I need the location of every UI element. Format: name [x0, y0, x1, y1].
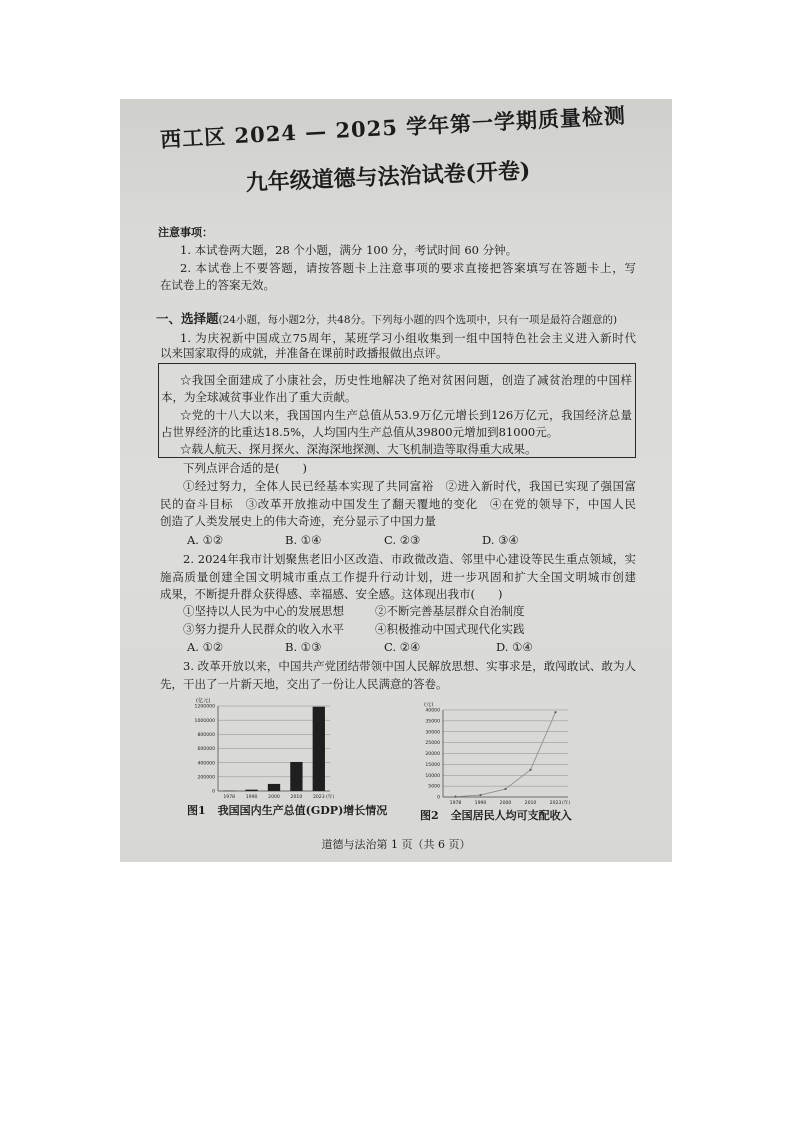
exam-title-line2: 九年级道德与法治试卷(开卷) — [245, 157, 531, 197]
q2-option-a: A. ①② — [187, 640, 224, 654]
section-label: 一、选择题 — [156, 311, 219, 326]
q1-statement-line: 创造了人类发展史上的伟大奇迹，充分显示了中国力量 — [160, 514, 436, 528]
q2-statement-1: ①坚持以人民为中心的发展思想 — [183, 604, 344, 618]
x-tick-label: 1978 — [223, 795, 236, 800]
y-tick-label: 200000 — [197, 775, 215, 781]
line-point-1990 — [479, 794, 481, 796]
x-tick-label: 2010 — [524, 801, 537, 806]
q1-material-line: 本，为全球减贫事业作出了重大贡献。 — [161, 390, 357, 404]
bar-2000 — [268, 784, 280, 791]
q3-stem-line: 3. 改革开放以来，中国共产党团结带领中国人民解放思想、实事求是，敢闯敢试、敢为人 — [183, 659, 636, 673]
q1-material-line: ☆我国全面建成了小康社会，历史性地解决了绝对贫困问题，创造了减贫治理的中国样 — [180, 373, 632, 387]
q1-material-line: ☆载人航天、探月探火、深海深地探测、大飞机制造等取得重大成果。 — [180, 442, 537, 456]
q1-option-a: A. ①② — [187, 533, 224, 547]
line-point-1978 — [454, 796, 456, 798]
q2-statement-4: ④积极推动中国式现代化实践 — [375, 622, 525, 636]
line-point-2023 — [554, 711, 556, 713]
line-point-2000 — [504, 788, 506, 790]
y-tick-label: 15000 — [425, 762, 440, 768]
q2-statement-2: ②不断完善基层群众自治制度 — [375, 604, 525, 618]
q1-material-box — [158, 363, 636, 458]
bar-1990 — [245, 790, 257, 791]
y-tick-label: 25000 — [425, 741, 440, 747]
q1-prompt: 下列点评合适的是( ) — [183, 461, 307, 475]
y-tick-label: 20000 — [425, 752, 440, 758]
q1-option-d: D. ③④ — [482, 533, 519, 547]
y-tick-label: 0 — [212, 789, 215, 795]
y-tick-label: 0 — [437, 795, 440, 801]
section-description: (24小题，每小题2分，共48分。下列每小题的四个选项中，只有一项是最符合题意的) — [218, 314, 618, 326]
y-tick-label: 1200000 — [194, 704, 215, 710]
y-tick-label: 1000000 — [194, 718, 215, 724]
chart1-y-axis-label: (亿元) — [196, 698, 211, 704]
x-tick-label: 2000 — [268, 795, 280, 800]
notes-line: 2. 本试卷上不要答题，请按答题卡上注意事项的要求直接把答案填写在答题卡上，写 — [180, 261, 636, 275]
q3-stem-line: 先，干出了一片新天地，交出了一份让人民满意的答卷。 — [160, 677, 448, 691]
x-tick-label: 2000 — [499, 801, 512, 806]
figure2-caption — [420, 808, 572, 824]
q2-stem-line: 成果，不断提升群众获得感、幸福感、安全感。这体现出我市( ) — [160, 587, 503, 601]
q1-stem-line: 1. 为庆祝新中国成立75周年，某班学习小组收集到一组中国特色社会主义进入新时代 — [180, 331, 636, 345]
chart2-y-axis-label: (元) — [424, 702, 434, 708]
bar-2010 — [290, 762, 302, 791]
x-tick-label: 1990 — [245, 795, 258, 800]
series-line — [456, 712, 556, 796]
q2-stem-line: 施高质量创建全国文明城市重点工作提升行动计划，进一步巩固和扩大全国文明城市创建 — [160, 570, 636, 584]
q1-option-c: C. ②③ — [384, 533, 421, 547]
x-tick-label: 1990 — [474, 801, 487, 806]
y-tick-label: 35000 — [425, 719, 440, 725]
q1-material-line: 占世界经济的比重达18.5%，人均国内生产总值从39800元增加到81000元。 — [161, 425, 559, 439]
x-tick-label: 2023 — [549, 801, 562, 806]
line-point-2010 — [529, 769, 531, 771]
figure2-title: 全国居民人均可支配收入 — [450, 809, 572, 822]
exam-page — [120, 99, 672, 862]
income-line-chart — [415, 700, 577, 806]
notes-heading: 注意事项： — [158, 226, 213, 239]
q1-material-line: ☆党的十八大以来，我国国内生产总值从53.9万亿元增长到126万亿元，我国经济总量 — [180, 408, 632, 422]
page-footer: 道德与法治第 1 页（共 6 页） — [321, 838, 471, 851]
y-tick-label: 5000 — [428, 784, 440, 790]
figure1-caption — [187, 803, 387, 819]
exam-title-line1: 西工区 2024 — 2025 学年第一学期质量检测 — [159, 102, 627, 153]
q2-statement-3: ③努力提升人民群众的收入水平 — [183, 622, 344, 636]
q2-stem-line: 2. 2024年我市计划聚焦老旧小区改造、市政微改造、邻里中心建设等民生重点领域，实 — [183, 552, 636, 566]
q1-statement-line: 民的奋斗目标 ③改革开放推动中国发生了翻天覆地的变化 ④在党的领导下，中国人民 — [160, 497, 636, 511]
bar-2023 — [313, 707, 325, 791]
q1-stem-line: 以来国家取得的成就，并准备在课前时政播报做出点评。 — [160, 346, 448, 360]
q2-option-d: D. ①④ — [496, 640, 533, 654]
section-heading — [156, 311, 617, 327]
figure1-title: 我国国内生产总值(GDP)增长情况 — [217, 804, 388, 817]
q2-option-c: C. ②④ — [384, 640, 421, 654]
figure1-number: 图1 — [187, 804, 206, 817]
y-tick-label: 40000 — [425, 708, 440, 714]
chart2-x-axis-label: (年) — [562, 801, 571, 806]
y-tick-label: 400000 — [197, 761, 215, 767]
q2-option-b: B. ①③ — [285, 640, 322, 654]
y-tick-label: 600000 — [197, 747, 215, 753]
y-tick-label: 800000 — [197, 732, 215, 738]
gdp-bar-chart — [180, 695, 342, 803]
figure2-number: 图2 — [420, 809, 439, 822]
x-tick-label: 2010 — [290, 795, 303, 800]
q1-statement-line: ①经过努力，全体人民已经基本实现了共同富裕 ②进入新时代，我国已实现了强国富 — [183, 479, 636, 493]
x-tick-label: 1978 — [449, 801, 462, 806]
chart1-x-axis-label: (年) — [326, 795, 335, 800]
x-tick-label: 2023 — [312, 795, 325, 800]
notes-line: 1. 本试卷两大题，28 个小题，满分 100 分，考试时间 60 分钟。 — [180, 243, 518, 257]
y-tick-label: 30000 — [425, 730, 440, 736]
notes-line: 在试卷上的答案无效。 — [160, 278, 275, 292]
y-tick-label: 10000 — [425, 773, 440, 779]
q1-option-b: B. ①④ — [285, 533, 322, 547]
